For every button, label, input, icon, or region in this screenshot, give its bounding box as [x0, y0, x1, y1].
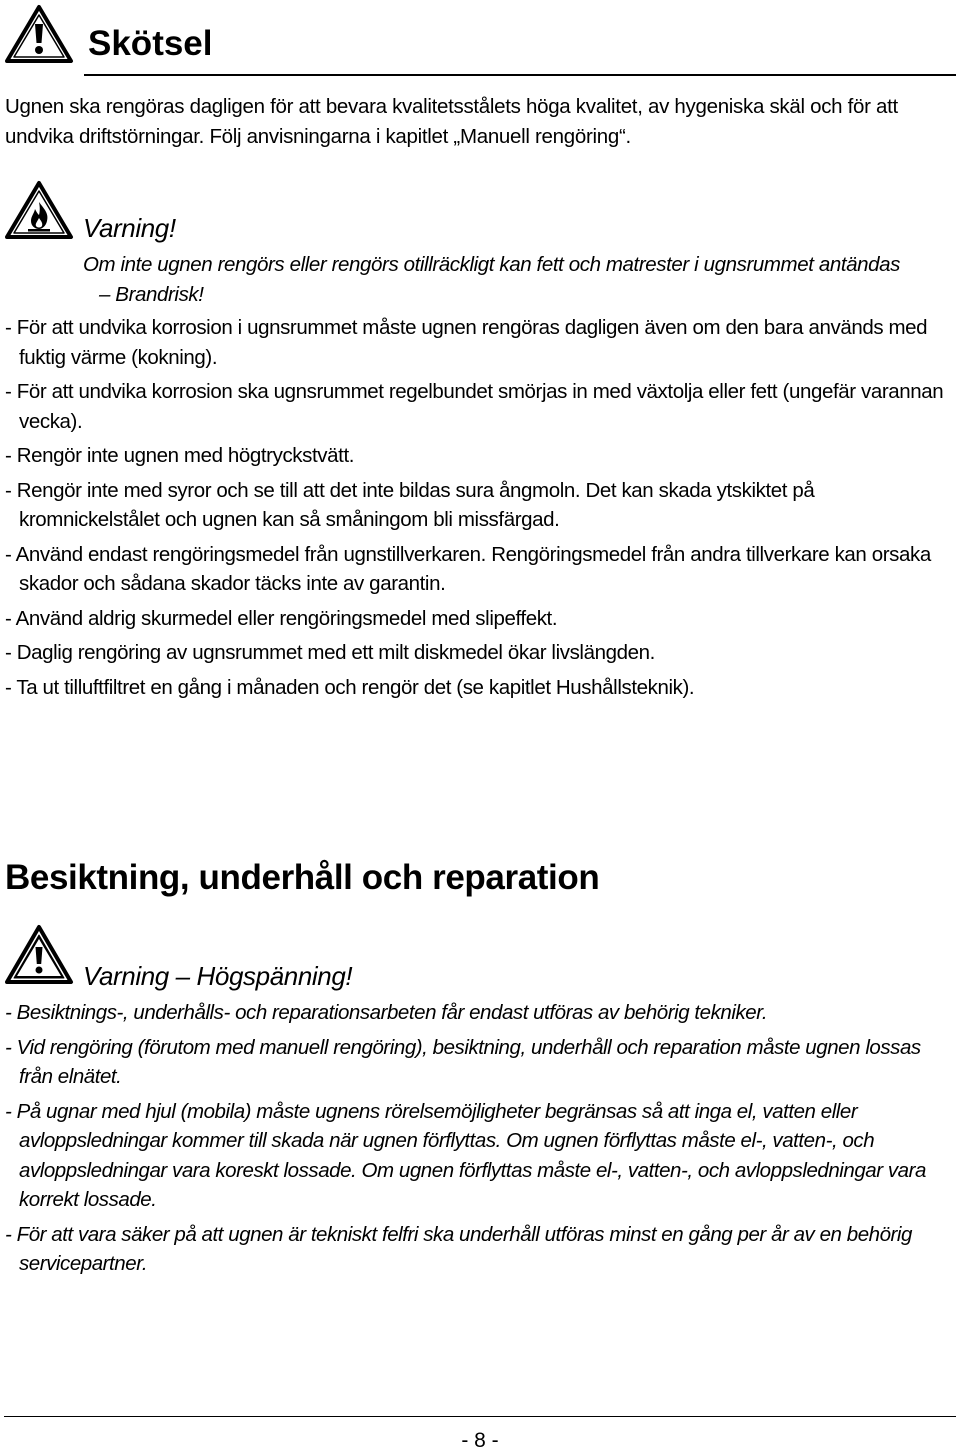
list-item: - Rengör inte ugnen med högtryckstvätt.	[5, 444, 355, 467]
list-item: - För att vara säker på att ugnen är tekniskt felfri ska underhåll utföras minst en gång per år av en behörig servicepartner.	[5, 1222, 912, 1275]
list-item: - Använd endast rengöringsmedel från ugnstillverkaren. Rengöringsmedel från andra tillverkare kan orsaka skador och sådana skador täcks inte av garantin.	[5, 542, 931, 595]
section-title: Besiktning, underhåll och reparation	[5, 858, 600, 897]
warning-icon	[4, 4, 74, 64]
warning-text-line: Om inte ugnen rengörs eller rengörs otillräckligt kan fett och matrester i ugnsrummet antändas	[83, 253, 900, 276]
voltage-warning-heading: Varning – Högspänning!	[83, 961, 353, 991]
list-item: - På ugnar med hjul (mobila) måste ugnens rörelsemöjligheter begränsas så att inga el, vatten eller avloppsledningar kommer till skada när ugnen förflyttas. Om ugnen förflyttas måste el-, vatten-, och avloppsledningar vara koreskt lossade. Om ugnen förflyttas måste el-, vatten-, och avloppsledningar vara korrekt lossade.	[5, 1099, 926, 1211]
list-item: - Ta ut tilluftfiltret en gång i månaden och rengör det (se kapitlet Hushållsteknik).	[5, 675, 695, 699]
intro-paragraph: Ugnen ska rengöras dagligen för att bevara kvalitetsstålets höga kvalitet, av hygeniska skäl och för att undvika driftstörningar. Följ anvisningarna i kapitlet „Manuell rengöring“.	[5, 95, 898, 148]
list-item: - För att undvika korrosion ska ugnsrummet regelbundet smörjas in med växtolja eller fett (ungefär varannan vecka).	[5, 380, 944, 433]
list-item: - Rengör inte med syror och se till att det inte bildas sura ångmoln. Det kan skada ytskiktet på kromnickelstålet och ugnen kan så småningom bli missfärgad.	[5, 478, 815, 531]
list-item: - Vid rengöring (förutom med manuell rengöring), besiktning, underhåll och reparation måste ugnen lossas från elnätet.	[5, 1035, 921, 1088]
care-instructions-list	[5, 313, 955, 707]
warning-text-brandrisk: – Brandrisk!	[99, 283, 204, 306]
page-number: - 8 -	[461, 1429, 499, 1452]
warning-heading: Varning!	[83, 213, 176, 243]
list-item: - Besiktnings-, underhålls- och reparationsarbeten får endast utföras av behörig tekniker.	[5, 1001, 768, 1024]
footer-rule	[4, 1416, 956, 1417]
maintenance-instructions-list	[5, 998, 950, 1284]
warning-text	[83, 250, 943, 310]
list-item: - Daglig rengöring av ugnsrummet med ett milt diskmedel ökar livslängden.	[5, 641, 655, 664]
section-title: Skötsel	[88, 24, 213, 63]
title-rule	[84, 74, 956, 76]
high-voltage-warning-icon	[4, 924, 74, 986]
list-item: - Använd aldrig skurmedel eller rengöringsmedel med slipeffekt.	[5, 606, 558, 630]
list-item: - För att undvika korrosion i ugnsrummet måste ugnen rengöras dagligen även om den bara används med fuktig värme (kokning).	[5, 316, 928, 369]
fire-warning-icon	[4, 180, 74, 240]
